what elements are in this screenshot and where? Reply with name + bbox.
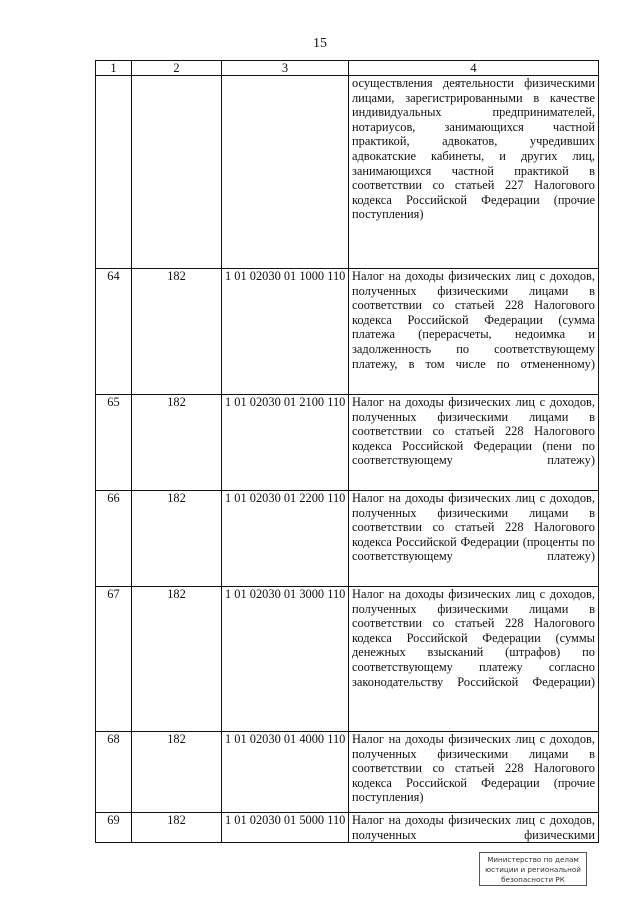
page-number: 15: [313, 36, 327, 51]
cell-admin-code: 182: [132, 395, 222, 491]
cell-budget-code: 1 01 02030 01 2100 110: [222, 395, 349, 491]
cell-description: Налог на доходы физических лиц с доходов, полученных физическими лицами в соответствии со статьей 228 Налогового кодекса Российской Федерации (проценты по соответствующему платежу): [349, 491, 599, 587]
cell-budget-code: 1 01 02030 01 2200 110: [222, 491, 349, 587]
cell-description: Налог на доходы физических лиц с доходов, полученных физическими лицами в соответствии со статьей 228 Налогового кодекса Российской Федерации (суммы денежных взысканий (штрафов) по соответствующему платежу согласно законодательству Российской Федерации): [349, 587, 599, 732]
cell-row-number: 66: [96, 491, 132, 587]
cell-row-number: 68: [96, 732, 132, 813]
table-row: [96, 813, 599, 843]
stamp-line: Министерство по делам: [487, 855, 579, 864]
cell-row-number: 64: [96, 269, 132, 395]
header-col-4: 4: [349, 61, 599, 76]
cell-admin-code: 182: [132, 732, 222, 813]
cell-row-number: 65: [96, 395, 132, 491]
cell-budget-code: 1 01 02030 01 4000 110: [222, 732, 349, 813]
cell-budget-code: 1 01 02030 01 5000 110: [222, 813, 349, 843]
cell-admin-code: 182: [132, 813, 222, 843]
stamp-line: юстиции и региональной: [485, 865, 581, 874]
cell-empty: [96, 76, 132, 269]
cell-empty: [132, 76, 222, 269]
table-row: [96, 269, 599, 395]
cell-description: Налог на доходы физических лиц с доходов, полученных физическими лицами в соответствии со статьей 228 Налогового кодекса Российской Федерации (прочие поступления): [349, 732, 599, 813]
table-row-continuation: [96, 76, 599, 269]
cell-budget-code: 1 01 02030 01 3000 110: [222, 587, 349, 732]
cell-row-number: 69: [96, 813, 132, 843]
header-col-2: 2: [132, 61, 222, 76]
cell-empty: [222, 76, 349, 269]
registration-stamp: [479, 852, 587, 886]
cell-description: осуществления деятельности физическими лицами, зарегистрированными в качестве индивидуальных предпринимателей, нотариусов, занимающихся частной практикой, адвокатов, учредивших адвокатские кабинеты, и других лиц, занимающихся частной практикой в соответствии со статьей 227 Налогового кодекса Российской Федерации (прочие поступления): [349, 76, 599, 269]
table-row: [96, 491, 599, 587]
table-row: [96, 587, 599, 732]
table-row: [96, 395, 599, 491]
cell-admin-code: 182: [132, 491, 222, 587]
cell-description: Налог на доходы физических лиц с доходов, полученных физическими: [349, 813, 599, 843]
header-col-1: 1: [96, 61, 132, 76]
cell-budget-code: 1 01 02030 01 1000 110: [222, 269, 349, 395]
cell-admin-code: 182: [132, 587, 222, 732]
budget-codes-table: [95, 60, 599, 843]
table-row: [96, 732, 599, 813]
cell-row-number: 67: [96, 587, 132, 732]
cell-description: Налог на доходы физических лиц с доходов, полученных физическими лицами в соответствии со статьей 228 Налогового кодекса Российской Федерации (сумма платежа (перерасчеты, недоимка и задолженность по соответствующему платежу, в том числе по отмененному): [349, 269, 599, 395]
cell-description: Налог на доходы физических лиц с доходов, полученных физическими лицами в соответствии со статьей 228 Налогового кодекса Российской Федерации (пени по соответствующему платежу): [349, 395, 599, 491]
stamp-line: безопасности РК: [501, 875, 565, 884]
cell-admin-code: 182: [132, 269, 222, 395]
header-col-3: 3: [222, 61, 349, 76]
table-header-row: [96, 61, 599, 76]
